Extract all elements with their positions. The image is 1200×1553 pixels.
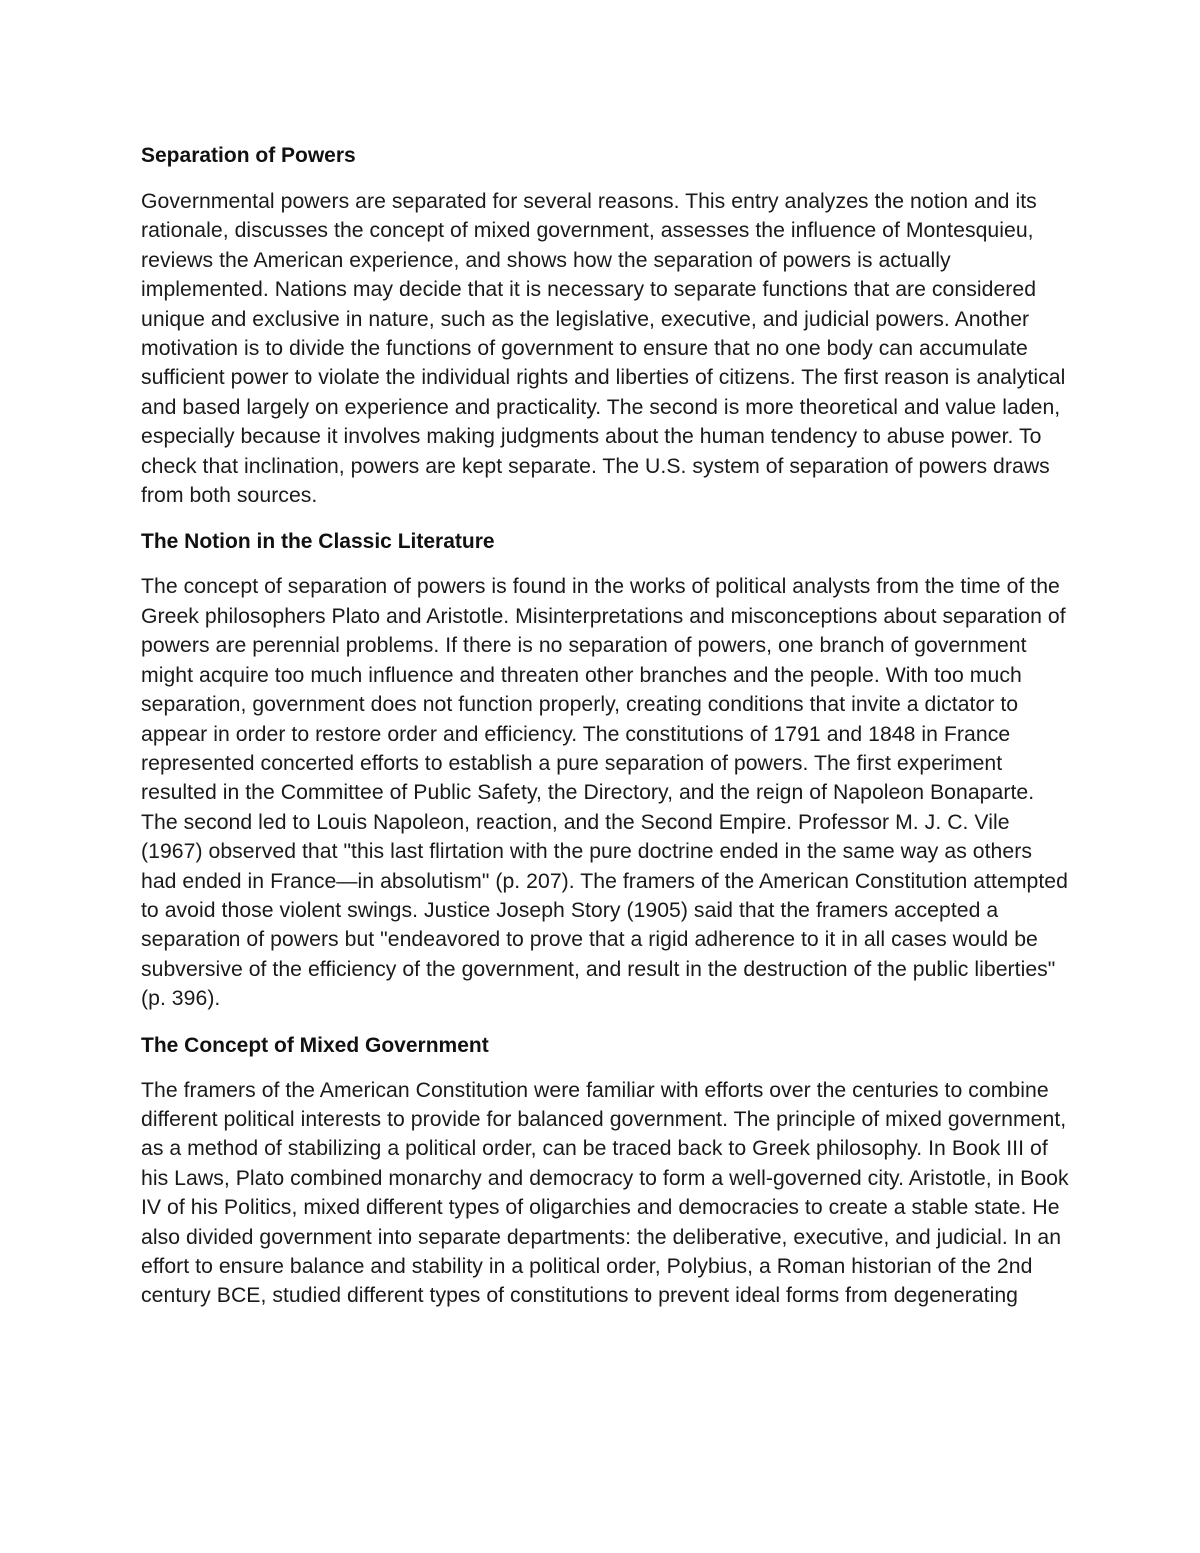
section-body-classic-literature: The concept of separation of powers is found in the works of political analysts from the time of the Greek philosophers Plato and Aristotle. Misinterpretations and misconceptions about separation of powers are perennial problems. If there is no separation of powers, one branch of government might acquire too much influence and threaten other branches and the people. With too much separation, government does not function properly, creating conditions that invite a dictator to appear in order to restore order and efficiency. The constitutions of 1791 and 1848 in France represented concerted efforts to establish a pure separation of powers. The first experiment resulted in the Committee of Public Safety, the Directory, and the reign of Napoleon Bonaparte. The second led to Louis Napoleon, reaction, and the Second Empire. Professor M. J. C. Vile (1967) observed that "this last flirtation with the pure doctrine ended in the same way as others had ended in France—in absolutism" (p. 207). The framers of the American Constitution attempted to avoid those violent swings. Justice Joseph Story (1905) said that the framers accepted a separation of powers but "endeavored to prove that a rigid adherence to it in all cases would be subversive of the efficiency of the government, and result in the destruction of the public liberties" (p. 396).: [141, 575, 1068, 1011]
section-heading-mixed-government: The Concept of Mixed Government: [141, 1033, 489, 1057]
section-body-mixed-government: The framers of the American Constitution were familiar with efforts over the centuries to combine different political interests to provide for balanced government. The principle of mixed government, as a method of stabilizing a political order, can be traced back to Greek philosophy. In Book III of his Laws, Plato combined monarchy and democracy to form a well-governed city. Aristotle, in Book IV of his Politics, mixed different types of oligarchies and democracies to create a stable state. He also divided government into separate departments: the deliberative, executive, and judicial. In an effort to ensure balance and stability in a political order, Polybius, a Roman historian of the 2nd century BCE, studied different types of constitutions to prevent ideal forms from degenerating: [141, 1078, 1069, 1308]
document-page: [141, 138, 1071, 1311]
section-body-separation-of-powers: Governmental powers are separated for several reasons. This entry analyzes the notion and its rationale, discusses the concept of mixed government, assesses the influence of Montesquieu, reviews the American experience, and shows how the separation of powers is actually implemented. Nations may decide that it is necessary to separate functions that are considered unique and exclusive in nature, such as the legislative, executive, and judicial powers. Another motivation is to divide the functions of government to ensure that no one body can accumulate sufficient power to violate the individual rights and liberties of citizens. The first reason is analytical and based largely on experience and practicality. The second is more theoretical and value laden, especially because it involves making judgments about the human tendency to abuse power. To check that inclination, powers are kept separate. The U.S. system of separation of powers draws from both sources.: [141, 190, 1066, 508]
section-heading-separation-of-powers: Separation of Powers: [141, 144, 356, 167]
section-heading-classic-literature: The Notion in the Classic Literature: [141, 530, 495, 554]
